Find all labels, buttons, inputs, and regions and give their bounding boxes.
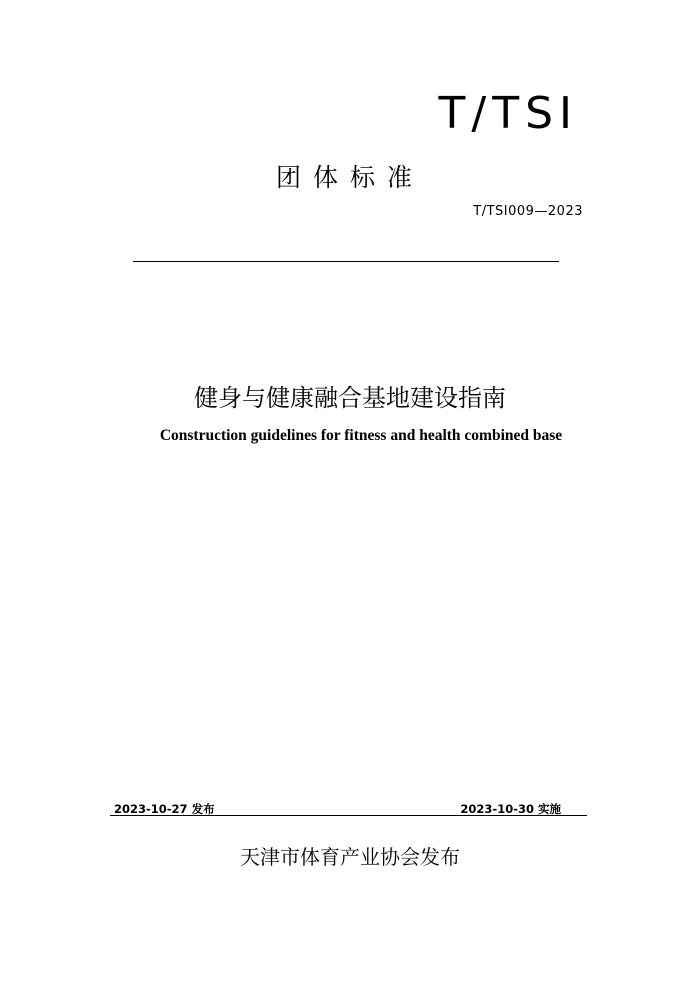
document-title-english: Construction guidelines for fitness and health combined base: [159, 427, 563, 444]
standard-type-heading: 团体标准: [275, 163, 424, 192]
standard-code-large: T/TSI: [438, 88, 578, 139]
document-title-chinese: 健身与健康融合基地建设指南: [194, 384, 506, 412]
publisher-line: 天津市体育产业协会发布: [240, 845, 460, 869]
bottom-divider: [110, 815, 587, 816]
standard-number: T/TSI009—2023: [473, 204, 583, 219]
publish-date: 2023-10-27 发布: [114, 802, 215, 816]
top-divider: [133, 261, 559, 262]
implementation-date: 2023-10-30 实施: [460, 802, 561, 816]
